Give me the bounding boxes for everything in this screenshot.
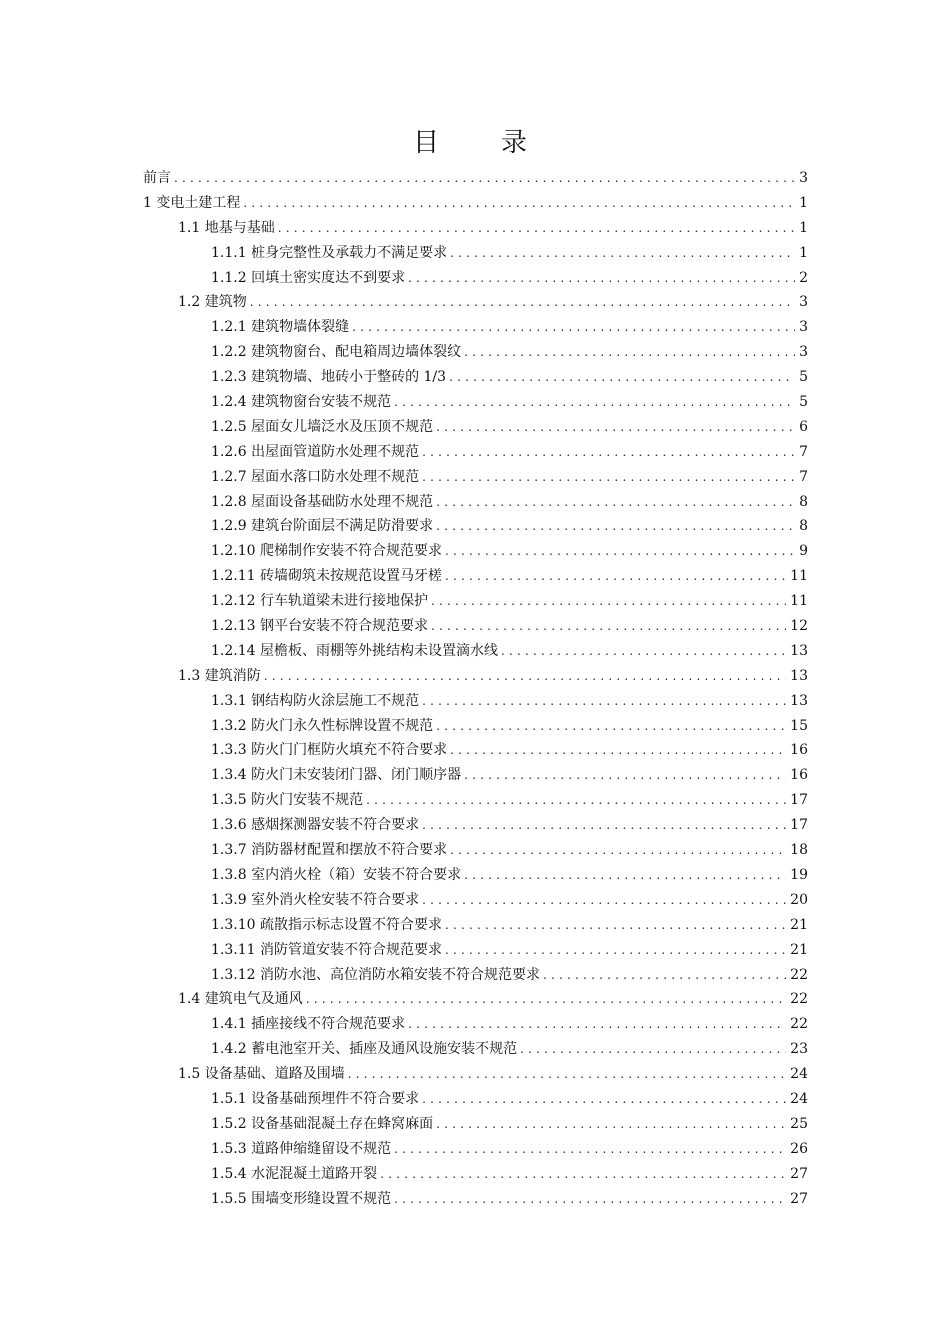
toc-entry-label: 前言 bbox=[143, 170, 171, 186]
toc-entry[interactable] bbox=[143, 241, 808, 266]
toc-dot-leader bbox=[436, 714, 786, 739]
toc-entry[interactable] bbox=[143, 639, 808, 664]
toc-entry-label: 1.2.14 屋檐板、雨棚等外挑结构未设置滴水线 bbox=[211, 642, 498, 659]
toc-dot-leader bbox=[250, 290, 795, 315]
toc-page-number: 18 bbox=[790, 842, 808, 859]
toc-page-number: 8 bbox=[799, 493, 808, 510]
toc-dot-leader bbox=[408, 266, 795, 291]
toc-entry[interactable] bbox=[143, 216, 808, 241]
toc-entry-label: 1.5.4 水泥混凝土道路开裂 bbox=[211, 1165, 378, 1182]
toc-entry[interactable] bbox=[143, 166, 808, 191]
toc-entry-label: 1.2.5 屋面女儿墙泛水及压顶不规范 bbox=[211, 418, 434, 435]
toc-entry-label: 1.3.10 疏散指示标志设置不符合要求 bbox=[211, 916, 442, 933]
toc-entry[interactable] bbox=[143, 564, 808, 589]
toc-entry[interactable] bbox=[143, 589, 808, 614]
toc-entry[interactable] bbox=[143, 290, 808, 315]
toc-page-number: 3 bbox=[799, 294, 808, 311]
toc-entry[interactable] bbox=[143, 1187, 808, 1212]
toc-entry-label: 1.2.11 砖墙砌筑未按规范设置马牙槎 bbox=[211, 568, 442, 585]
toc-entry[interactable] bbox=[143, 266, 808, 291]
toc-entry[interactable] bbox=[143, 1062, 808, 1087]
toc-entry[interactable] bbox=[143, 539, 808, 564]
toc-entry[interactable] bbox=[143, 813, 808, 838]
toc-entry-label: 1.2.6 出屋面管道防水处理不规范 bbox=[211, 443, 420, 460]
toc-dot-leader bbox=[543, 963, 786, 988]
toc-dot-leader bbox=[464, 863, 786, 888]
toc-page-number: 17 bbox=[790, 792, 808, 809]
toc-page-number: 22 bbox=[790, 966, 808, 983]
toc-entry-label: 1.2.12 行车轨道梁未进行接地保护 bbox=[211, 593, 428, 610]
toc-page-number: 2 bbox=[799, 269, 808, 286]
toc-entry-label: 1.3.9 室外消火栓安装不符合要求 bbox=[211, 891, 420, 908]
toc-entry-label: 1.3.11 消防管道安装不符合规范要求 bbox=[211, 941, 442, 958]
toc-entry[interactable] bbox=[143, 838, 808, 863]
toc-page-number: 12 bbox=[790, 618, 808, 635]
toc-page-number: 21 bbox=[790, 941, 808, 958]
toc-entry-label: 1.2.7 屋面水落口防水处理不规范 bbox=[211, 468, 420, 485]
toc-entry[interactable] bbox=[143, 888, 808, 913]
toc-dot-leader bbox=[450, 738, 786, 763]
toc-page-number: 13 bbox=[790, 667, 808, 684]
toc-page-number: 7 bbox=[799, 443, 808, 460]
toc-entry-label: 1.3.2 防火门永久性标牌设置不规范 bbox=[211, 717, 434, 734]
toc-entry-label: 1.5 设备基础、道路及围墙 bbox=[178, 1066, 345, 1083]
toc-entry-label: 1.2.9 建筑台阶面层不满足防滑要求 bbox=[211, 518, 434, 535]
toc-entry[interactable] bbox=[143, 863, 808, 888]
toc-entry[interactable] bbox=[143, 788, 808, 813]
toc-dot-leader bbox=[450, 241, 795, 266]
toc-entry-label: 1.3.8 室内消火栓（箱）安装不符合要求 bbox=[211, 866, 462, 883]
toc-entry[interactable] bbox=[143, 514, 808, 539]
toc-page-number: 11 bbox=[790, 593, 808, 610]
toc-entry-label: 1.2.1 建筑物墙体裂缝 bbox=[211, 319, 350, 336]
toc-entry-label: 1.5.1 设备基础预埋件不符合要求 bbox=[211, 1090, 420, 1107]
toc-entry-label: 1.2.4 建筑物窗台安装不规范 bbox=[211, 394, 392, 411]
toc-entry[interactable] bbox=[143, 738, 808, 763]
toc-entry-label: 1.3 建筑消防 bbox=[178, 667, 261, 684]
toc-dot-leader bbox=[422, 465, 795, 490]
toc-dot-leader bbox=[445, 564, 786, 589]
toc-dot-leader bbox=[394, 1137, 786, 1162]
toc-entry[interactable] bbox=[143, 415, 808, 440]
toc-page-number: 23 bbox=[790, 1041, 808, 1058]
toc-entry-label: 1.5.5 围墙变形缝设置不规范 bbox=[211, 1190, 392, 1207]
toc-page-number: 21 bbox=[790, 916, 808, 933]
toc-entry[interactable] bbox=[143, 1037, 808, 1062]
toc-entry[interactable] bbox=[143, 714, 808, 739]
toc-page-number: 3 bbox=[799, 344, 808, 361]
toc-dot-leader bbox=[352, 315, 795, 340]
toc-entry[interactable] bbox=[143, 440, 808, 465]
toc-entry[interactable] bbox=[143, 1137, 808, 1162]
toc-dot-leader bbox=[174, 166, 795, 191]
toc-entry[interactable] bbox=[143, 1087, 808, 1112]
toc-entry[interactable] bbox=[143, 365, 808, 390]
toc-entry[interactable] bbox=[143, 490, 808, 515]
toc-entry[interactable] bbox=[143, 938, 808, 963]
toc-entry[interactable] bbox=[143, 315, 808, 340]
toc-page-number: 5 bbox=[799, 394, 808, 411]
toc-dot-leader bbox=[243, 191, 795, 216]
toc-dot-leader bbox=[394, 1187, 786, 1212]
toc-page-number: 24 bbox=[790, 1090, 808, 1107]
toc-dot-leader bbox=[436, 514, 795, 539]
toc-dot-leader bbox=[431, 589, 786, 614]
toc-dot-leader bbox=[436, 415, 795, 440]
toc-page-number: 6 bbox=[799, 418, 808, 435]
toc-page-number: 26 bbox=[790, 1140, 808, 1157]
toc-entry-label: 1.1 地基与基础 bbox=[178, 219, 275, 236]
toc-entry[interactable] bbox=[143, 763, 808, 788]
toc-entry-label: 1.5.3 道路伸缩缝留设不规范 bbox=[211, 1140, 392, 1157]
toc-entry-label: 1.1.2 回填土密实度达不到要求 bbox=[211, 269, 406, 286]
toc-dot-leader bbox=[445, 938, 786, 963]
table-of-contents bbox=[143, 166, 808, 1211]
toc-entry-label: 1.3.4 防火门未安装闭门器、闭门顺序器 bbox=[211, 767, 462, 784]
toc-dot-leader bbox=[278, 216, 795, 241]
toc-entry-label: 1.2.2 建筑物窗台、配电箱周边墙体裂纹 bbox=[211, 344, 462, 361]
toc-page-number: 1 bbox=[799, 219, 808, 236]
toc-dot-leader bbox=[450, 838, 786, 863]
toc-entry-label: 1.5.2 设备基础混凝土存在蜂窝麻面 bbox=[211, 1115, 434, 1132]
toc-page-number: 24 bbox=[790, 1066, 808, 1083]
toc-dot-leader bbox=[445, 539, 795, 564]
toc-page-number: 27 bbox=[790, 1190, 808, 1207]
toc-dot-leader bbox=[436, 490, 795, 515]
toc-page-number: 3 bbox=[799, 170, 808, 186]
toc-dot-leader bbox=[501, 639, 786, 664]
toc-entry[interactable] bbox=[143, 390, 808, 415]
toc-page-number: 8 bbox=[799, 518, 808, 535]
toc-page-number: 16 bbox=[790, 767, 808, 784]
toc-dot-leader bbox=[431, 614, 786, 639]
toc-entry-label: 1 变电土建工程 bbox=[143, 194, 241, 211]
toc-entry[interactable] bbox=[143, 987, 808, 1012]
toc-page-number: 20 bbox=[790, 891, 808, 908]
toc-entry-label: 1.1.1 桩身完整性及承载力不满足要求 bbox=[211, 244, 448, 261]
toc-page-number: 22 bbox=[790, 991, 808, 1008]
toc-page-number: 7 bbox=[799, 468, 808, 485]
toc-entry[interactable] bbox=[143, 963, 808, 988]
toc-page-number: 25 bbox=[790, 1115, 808, 1132]
toc-dot-leader bbox=[422, 440, 795, 465]
toc-dot-leader bbox=[422, 813, 786, 838]
toc-dot-leader bbox=[422, 689, 786, 714]
toc-entry[interactable] bbox=[143, 340, 808, 365]
toc-entry[interactable] bbox=[143, 1112, 808, 1137]
toc-dot-leader bbox=[366, 788, 786, 813]
toc-dot-leader bbox=[449, 365, 795, 390]
toc-page-number: 17 bbox=[790, 817, 808, 834]
toc-dot-leader bbox=[348, 1062, 786, 1087]
toc-dot-leader bbox=[422, 1087, 786, 1112]
toc-page-number: 13 bbox=[790, 642, 808, 659]
toc-dot-leader bbox=[306, 987, 786, 1012]
toc-page-number: 15 bbox=[790, 717, 808, 734]
toc-dot-leader bbox=[436, 1112, 786, 1137]
toc-entry-label: 1.3.6 感烟探测器安装不符合要求 bbox=[211, 817, 420, 834]
toc-page-number: 3 bbox=[799, 319, 808, 336]
toc-page-number: 9 bbox=[799, 543, 808, 560]
toc-entry-label: 1.3.3 防火门门框防火填充不符合要求 bbox=[211, 742, 448, 759]
toc-page-number: 5 bbox=[799, 369, 808, 386]
toc-dot-leader bbox=[445, 913, 786, 938]
toc-dot-leader bbox=[464, 340, 795, 365]
toc-page-number: 1 bbox=[799, 244, 808, 261]
toc-entry-label: 1.4.1 插座接线不符合规范要求 bbox=[211, 1016, 406, 1033]
toc-entry-label: 1.4 建筑电气及通风 bbox=[178, 991, 303, 1008]
toc-entry-label: 1.2 建筑物 bbox=[178, 294, 247, 311]
toc-page-number: 16 bbox=[790, 742, 808, 759]
toc-entry[interactable] bbox=[143, 913, 808, 938]
page-title: 目 录 bbox=[412, 128, 545, 158]
toc-entry[interactable] bbox=[143, 664, 808, 689]
toc-entry[interactable] bbox=[143, 689, 808, 714]
toc-entry-label: 1.2.13 钢平台安装不符合规范要求 bbox=[211, 618, 428, 635]
toc-dot-leader bbox=[422, 888, 786, 913]
toc-entry[interactable] bbox=[143, 1162, 808, 1187]
toc-dot-leader bbox=[408, 1012, 786, 1037]
toc-entry[interactable] bbox=[143, 191, 808, 216]
toc-dot-leader bbox=[464, 763, 786, 788]
toc-entry-label: 1.3.5 防火门安装不规范 bbox=[211, 792, 364, 809]
toc-page-number: 19 bbox=[790, 866, 808, 883]
toc-entry[interactable] bbox=[143, 1012, 808, 1037]
toc-page-number: 11 bbox=[790, 568, 808, 585]
toc-entry-label: 1.2.8 屋面设备基础防水处理不规范 bbox=[211, 493, 434, 510]
toc-dot-leader bbox=[380, 1162, 786, 1187]
toc-dot-leader bbox=[520, 1037, 786, 1062]
toc-page-number: 22 bbox=[790, 1016, 808, 1033]
toc-entry-label: 1.2.10 爬梯制作安装不符合规范要求 bbox=[211, 543, 442, 560]
toc-entry-label: 1.4.2 蓄电池室开关、插座及通风设施安装不规范 bbox=[211, 1041, 518, 1058]
toc-page-number: 1 bbox=[799, 194, 808, 211]
toc-entry-label: 1.3.7 消防器材配置和摆放不符合要求 bbox=[211, 842, 448, 859]
toc-entry-label: 1.3.1 钢结构防火涂层施工不规范 bbox=[211, 692, 420, 709]
toc-page-number: 27 bbox=[790, 1165, 808, 1182]
toc-entry[interactable] bbox=[143, 614, 808, 639]
toc-entry[interactable] bbox=[143, 465, 808, 490]
toc-page-number: 13 bbox=[790, 692, 808, 709]
toc-dot-leader bbox=[394, 390, 795, 415]
toc-entry-label: 1.3.12 消防水池、高位消防水箱安装不符合规范要求 bbox=[211, 966, 540, 983]
toc-entry-label: 1.2.3 建筑物墙、地砖小于整砖的 1/3 bbox=[211, 369, 447, 386]
toc-dot-leader bbox=[264, 664, 786, 689]
